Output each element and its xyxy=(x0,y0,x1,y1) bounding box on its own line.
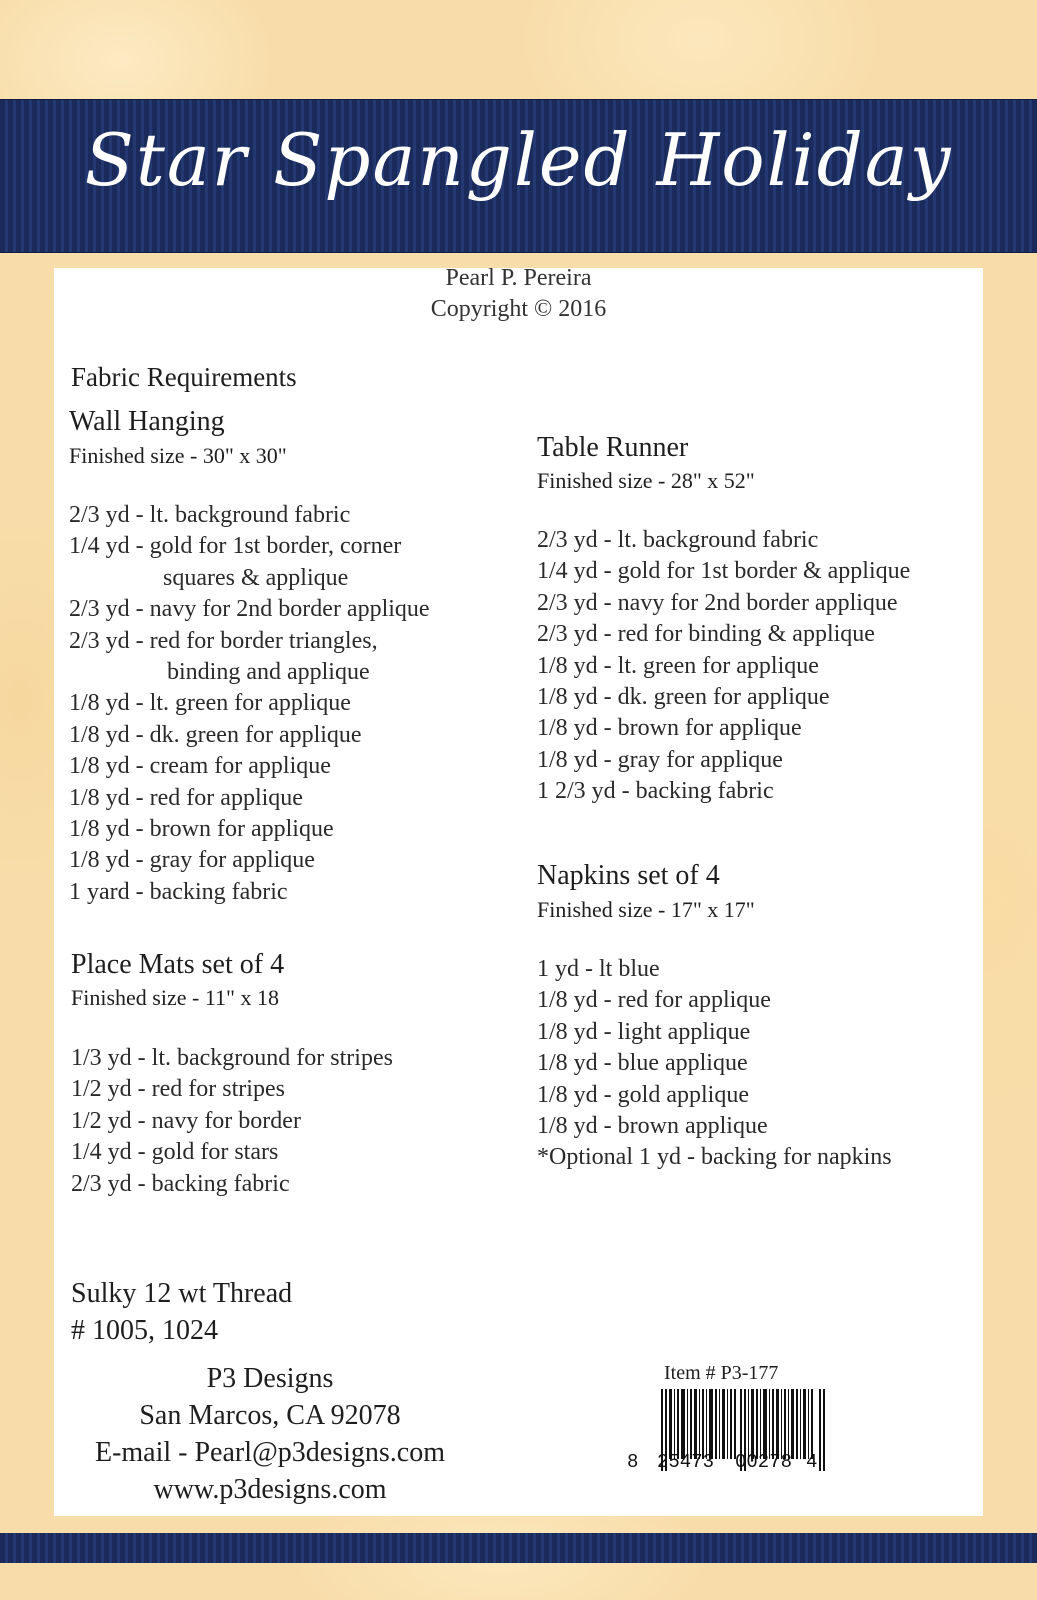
list-item: 1/8 yd - lt. green for applique xyxy=(537,652,819,679)
list-item: 2/3 yd - lt. background fabric xyxy=(537,527,819,553)
napkins-title: Napkins set of 4 xyxy=(537,860,720,891)
list-item: 2/3 yd - lt. background fabric xyxy=(69,502,351,528)
list-item: 1/4 yd - gold for stars xyxy=(71,1139,279,1166)
list-item: 1/8 yd - brown applique xyxy=(537,1112,768,1139)
place-mats-size: Finished size - 11" x 18 xyxy=(71,985,279,1010)
wall-hanging-title: Wall Hanging xyxy=(69,406,225,437)
list-item: 1/2 yd - navy for border xyxy=(71,1107,301,1134)
footer-stripe xyxy=(0,1533,1037,1563)
thread-heading: Sulky 12 wt Thread xyxy=(71,1278,293,1309)
barcode-digits-2: 25473 xyxy=(657,1451,715,1473)
thread-numbers: # 1005, 1024 xyxy=(71,1315,218,1346)
page-title: Star Spangled Holiday xyxy=(84,118,953,202)
wall-hanging-size: Finished size - 30" x 30" xyxy=(69,443,287,468)
list-item: 1/8 yd - blue applique xyxy=(537,1050,748,1077)
place-mats-title: Place Mats set of 4 xyxy=(71,949,285,980)
list-item: 1/8 yd - brown for applique xyxy=(537,715,802,742)
napkins-size: Finished size - 17" x 17" xyxy=(537,897,755,922)
list-item: 1/8 yd - dk. green for applique xyxy=(69,721,362,748)
list-item: 1/8 yd - red for applique xyxy=(69,784,303,811)
list-item: 1/8 yd - gold applique xyxy=(537,1081,749,1108)
fabric-requirements-heading: Fabric Requirements xyxy=(71,362,297,392)
list-item: 1/3 yd - lt. background for stripes xyxy=(71,1045,393,1071)
list-item: 2/3 yd - red for border triangles, xyxy=(69,627,378,654)
list-item: binding and applique xyxy=(167,658,370,685)
list-item: 1/2 yd - red for stripes xyxy=(71,1076,285,1103)
list-item: 2/3 yd - navy for 2nd border applique xyxy=(69,596,430,623)
barcode-digits-3: 00278 xyxy=(735,1451,793,1473)
list-item: 1/8 yd - cream for applique xyxy=(69,753,331,780)
list-item: 1 yd - lt blue xyxy=(537,956,660,982)
list-item: 2/3 yd - red for binding & applique xyxy=(537,621,875,648)
company-city: San Marcos, CA 92078 xyxy=(139,1400,401,1431)
list-item: 1/8 yd - dk. green for applique xyxy=(537,683,830,710)
copyright-line: Copyright © 2016 xyxy=(430,296,607,322)
list-item: 1/8 yd - red for applique xyxy=(537,987,771,1014)
list-item: 1/8 yd - gray for applique xyxy=(69,847,315,874)
list-item: 1/8 yd - light applique xyxy=(537,1018,751,1045)
email-line: E-mail - Pearl@p3designs.com xyxy=(94,1437,446,1468)
author-name: Pearl P. Pereira xyxy=(445,265,592,291)
list-item: 1 yard - backing fabric xyxy=(69,878,288,905)
list-item: 1/8 yd - gray for applique xyxy=(537,746,783,773)
list-item: 1/8 yd - lt. green for applique xyxy=(69,690,351,717)
list-item: 1/4 yd - gold for 1st border & applique xyxy=(537,558,911,585)
table-runner-title: Table Runner xyxy=(537,432,689,463)
barcode-digit-4: 4 xyxy=(806,1451,818,1473)
list-item: 2/3 yd - backing fabric xyxy=(71,1170,290,1197)
list-item: 1/8 yd - brown for applique xyxy=(69,815,334,842)
company-name: P3 Designs xyxy=(206,1363,334,1394)
napkins-list xyxy=(537,954,892,1174)
list-item: *Optional 1 yd - backing for napkins xyxy=(537,1144,892,1171)
barcode-digit-1: 8 xyxy=(627,1451,639,1473)
list-item: 1/4 yd - gold for 1st border, corner xyxy=(69,533,402,560)
list-item: squares & applique xyxy=(163,564,349,591)
list-item: 1 2/3 yd - backing fabric xyxy=(537,778,774,805)
item-number: Item # P3-177 xyxy=(664,1362,779,1384)
website-link: www.p3designs.com xyxy=(153,1474,387,1505)
wall-hanging-list xyxy=(69,500,430,908)
list-item: 2/3 yd - navy for 2nd border applique xyxy=(537,589,898,616)
table-runner-size: Finished size - 28" x 52" xyxy=(537,468,755,493)
table-runner-list xyxy=(537,525,910,808)
place-mats-list xyxy=(71,1043,393,1200)
